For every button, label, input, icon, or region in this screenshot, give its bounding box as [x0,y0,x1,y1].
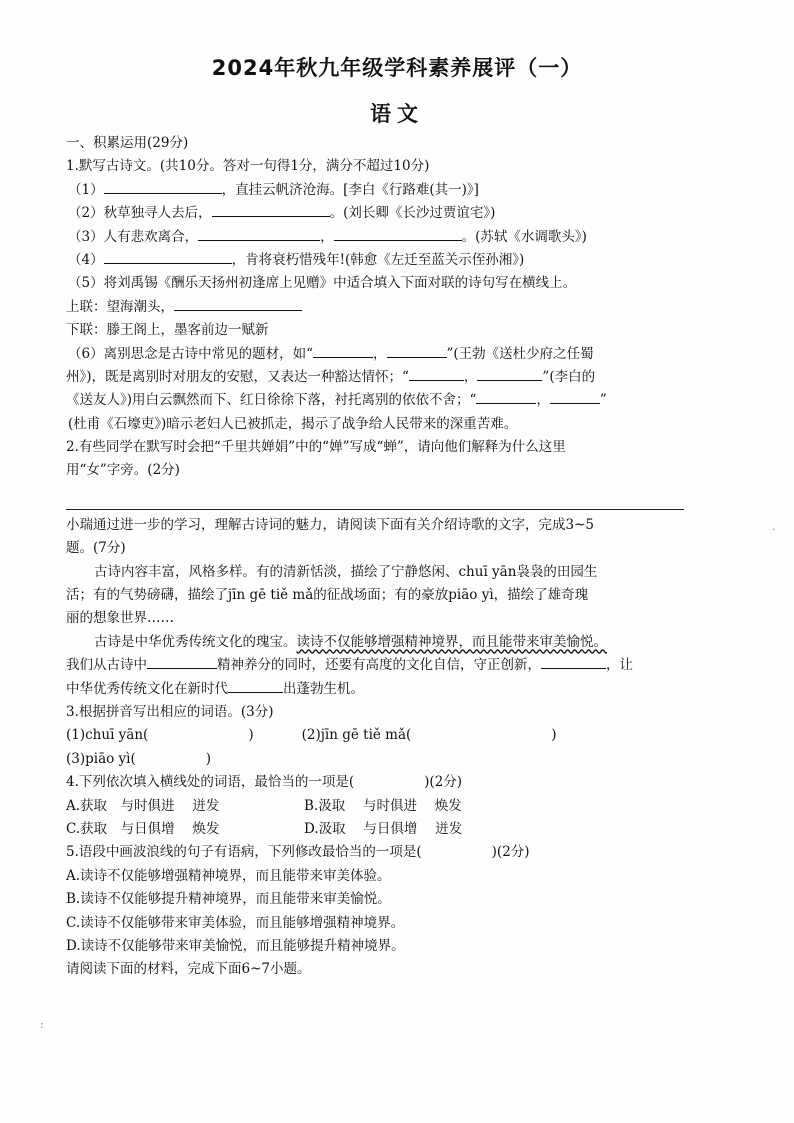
q4-option-d[interactable]: D.汲取 与日俱增 迸发 [304,820,463,837]
q1-item-6-text: 州》)，既是离别时对朋友的安慰，又表达一种豁达情怀；“ [66,368,409,385]
q1-item-4 [66,249,706,272]
q3-item-1: (1)chuī yān( [66,727,149,744]
q1-item-6-line2 [66,366,706,389]
q3-answers-row2 [66,748,706,771]
close-paren: ) [205,750,212,767]
answer-blank[interactable] [212,202,330,217]
answer-line[interactable] [66,509,684,510]
wavy-underlined-sentence: 读诗不仅能够增强精神境界，而且能带来审美愉悦。 [296,633,607,650]
passage-text: 古诗是中华优秀传统文化的瑰宝。 [94,633,297,650]
q4-stem-text: )(2分) [424,774,463,791]
q1-item-1 [66,179,706,202]
passage-p2-line2 [66,654,706,677]
q1-item-4-num: （4） [68,251,104,268]
intro-line1: 小瑞通过进一步的学习，理解古诗词的魅力，请阅读下面有关介绍诗歌的文字，完成3~5 [66,516,594,533]
q2-line1: 2.有些同学在默写时会把“千里共婵娟”中的“婵”写成“蝉”，请向他们解释为什么这里 [66,439,566,456]
subject-title: 语文 [370,102,424,126]
passage-p2-line1 [66,631,706,654]
q1-item-2-text-a: （2）秋草独寻人去后， [68,205,212,222]
passage-text: 精神养分的同时，还要有高度的文化自信，守正创新， [217,657,541,674]
q4-option-a[interactable]: A.获取 与时俱进 迸发 [66,797,220,814]
passage-text: ，让 [606,657,633,674]
q5-option-a[interactable]: A.读诗不仅能够增强精神境界，而且能带来审美体验。 [66,867,391,884]
q1-item-6-text: ” [599,392,607,409]
exam-title: 2024年秋九年级学科素养展评（一） [211,56,583,80]
q5-option-c[interactable]: C.读诗不仅能够带来审美体验，而且能够增强精神境界。 [66,914,405,931]
q4-options-row2 [66,818,706,841]
q1-item-2 [66,202,706,225]
q1-item-6-text: 《送友人》)用白云飘然而下、红日徐徐下落，衬托离别的依依不舍；“ [66,392,477,409]
passage-p1-line1: 古诗内容丰富，风格多样。有的清新恬淡，描绘了宁静悠闲、chuī yān袅袅的田园生 [94,563,598,580]
q4-stem-text: 4.下列依次填入横线处的词语，最恰当的一项是( [66,774,355,791]
exam-content [66,132,706,982]
q1-item-6-line3 [66,389,706,412]
passage-p1-line3: 丽的想象世界…… [66,610,174,627]
answer-blank[interactable] [313,343,373,358]
passage-text: 我们从古诗中 [66,657,147,674]
q1-item-6-text: ， [536,392,550,409]
scan-speck: . [772,520,776,533]
scan-speck: : [40,1018,44,1031]
q5-stem-text: 5.语段中画波浪线的句子有语病，下列修改最恰当的一项是( [66,844,422,861]
q1-item-5: （5）将刘禹锡《酬乐天扬州初逢席上见赠》中适合填入下面对联的诗句写在横线上。 [68,275,577,292]
q1-item-3 [66,226,706,249]
passage-text: 中华优秀传统文化在新时代 [66,680,228,697]
q3-item-2: (2)jīn gē tiě mǎ( [301,727,412,744]
passage-p2-line3 [66,678,706,701]
answer-blank[interactable] [541,654,606,669]
q4-option-b[interactable]: B.汲取 与时俱进 焕发 [304,797,462,814]
q1-item-2-text-b: 。(刘长卿《长沙过贾谊宅》) [329,205,496,222]
close-paren: ) [248,727,254,744]
next-instruction: 请阅读下面的材料，完成下面6~7小题。 [66,961,311,978]
q1-item-6-line1 [66,343,706,366]
close-paren: ) [551,727,557,744]
answer-blank[interactable] [147,654,217,669]
q4-stem [66,771,706,794]
q5-option-d[interactable]: D.读诗不仅能够带来审美愉悦，而且能够提升精神境界。 [66,937,405,954]
q2-line2: 用“女”字旁。(2分) [66,462,180,479]
q1-item-6-text: ， [463,368,478,385]
couplet-lower: 下联：滕王阁上，墨客前边一赋新 [66,322,269,339]
q1-item-1-num: （1） [68,181,104,198]
q3-answers-row1 [66,724,706,747]
q5-stem [66,841,706,864]
q1-item-1-text: ，直挂云帆济沧海。[李白《行路难(其一)》] [221,181,479,198]
q1-item-6-text: ”(李白的 [542,368,596,385]
answer-blank[interactable] [387,343,447,358]
answer-blank[interactable] [477,366,542,381]
q5-stem-text: )(2分) [491,844,530,861]
answer-blank[interactable] [334,226,462,241]
q1-item-4-text: ，肯将衰朽惜残年!(韩愈《左迁至蓝关示侄孙湘》) [231,251,525,268]
answer-blank[interactable] [228,678,283,693]
answer-blank[interactable] [476,389,536,404]
answer-blank[interactable] [104,179,222,194]
answer-blank[interactable] [174,296,302,311]
couplet-upper [66,296,706,319]
q1-stem: 1.默写古诗文。(共10分。答对一句得1分，满分不超过10分) [66,158,430,175]
q4-option-c[interactable]: C.获取 与日俱增 焕发 [66,820,220,837]
q5-option-b[interactable]: B.读诗不仅能够提升精神境界，而且能带来审美愉悦。 [66,891,391,908]
spacer [66,483,706,497]
intro-line2: 题。(7分) [66,540,126,557]
q1-item-6-text: ， [373,345,387,362]
q1-item-3-text-a: （3）人有悲欢离合， [68,228,199,245]
q1-item-6-line4: (杜甫《石壕吏》)暗示老妇人已被抓走，揭示了战争给人民带来的深重苦难。 [68,415,518,432]
passage-p1-line2: 活；有的气势磅礴，描绘了jīn gē tiě mǎ的征战场面；有的豪放piāo yì，描绘了雄奇瑰 [66,587,589,604]
q3-item-3: (3)piāo yì( [66,750,136,767]
q4-options-row1 [66,795,706,818]
q1-item-6-text: （6）离别思念是古诗中常见的题材，如“ [68,345,313,362]
q1-item-3-text-c: 。(苏轼《水调歌头》) [461,228,587,245]
passage-text: 出蓬勃生机。 [283,680,364,697]
answer-blank[interactable] [550,389,600,404]
answer-blank[interactable] [198,226,320,241]
answer-blank[interactable] [409,366,464,381]
q3-stem: 3.根据拼音写出相应的词语。(3分) [66,703,274,720]
section-heading: 一、积累运用(29分) [66,135,189,151]
q1-item-6-text: ”(王勃《送杜少府之任蜀 [446,345,594,362]
q1-item-3-text-b: ， [320,228,334,245]
couplet-upper-text: 上联：望海潮头， [66,298,174,315]
answer-blank[interactable] [104,249,232,264]
